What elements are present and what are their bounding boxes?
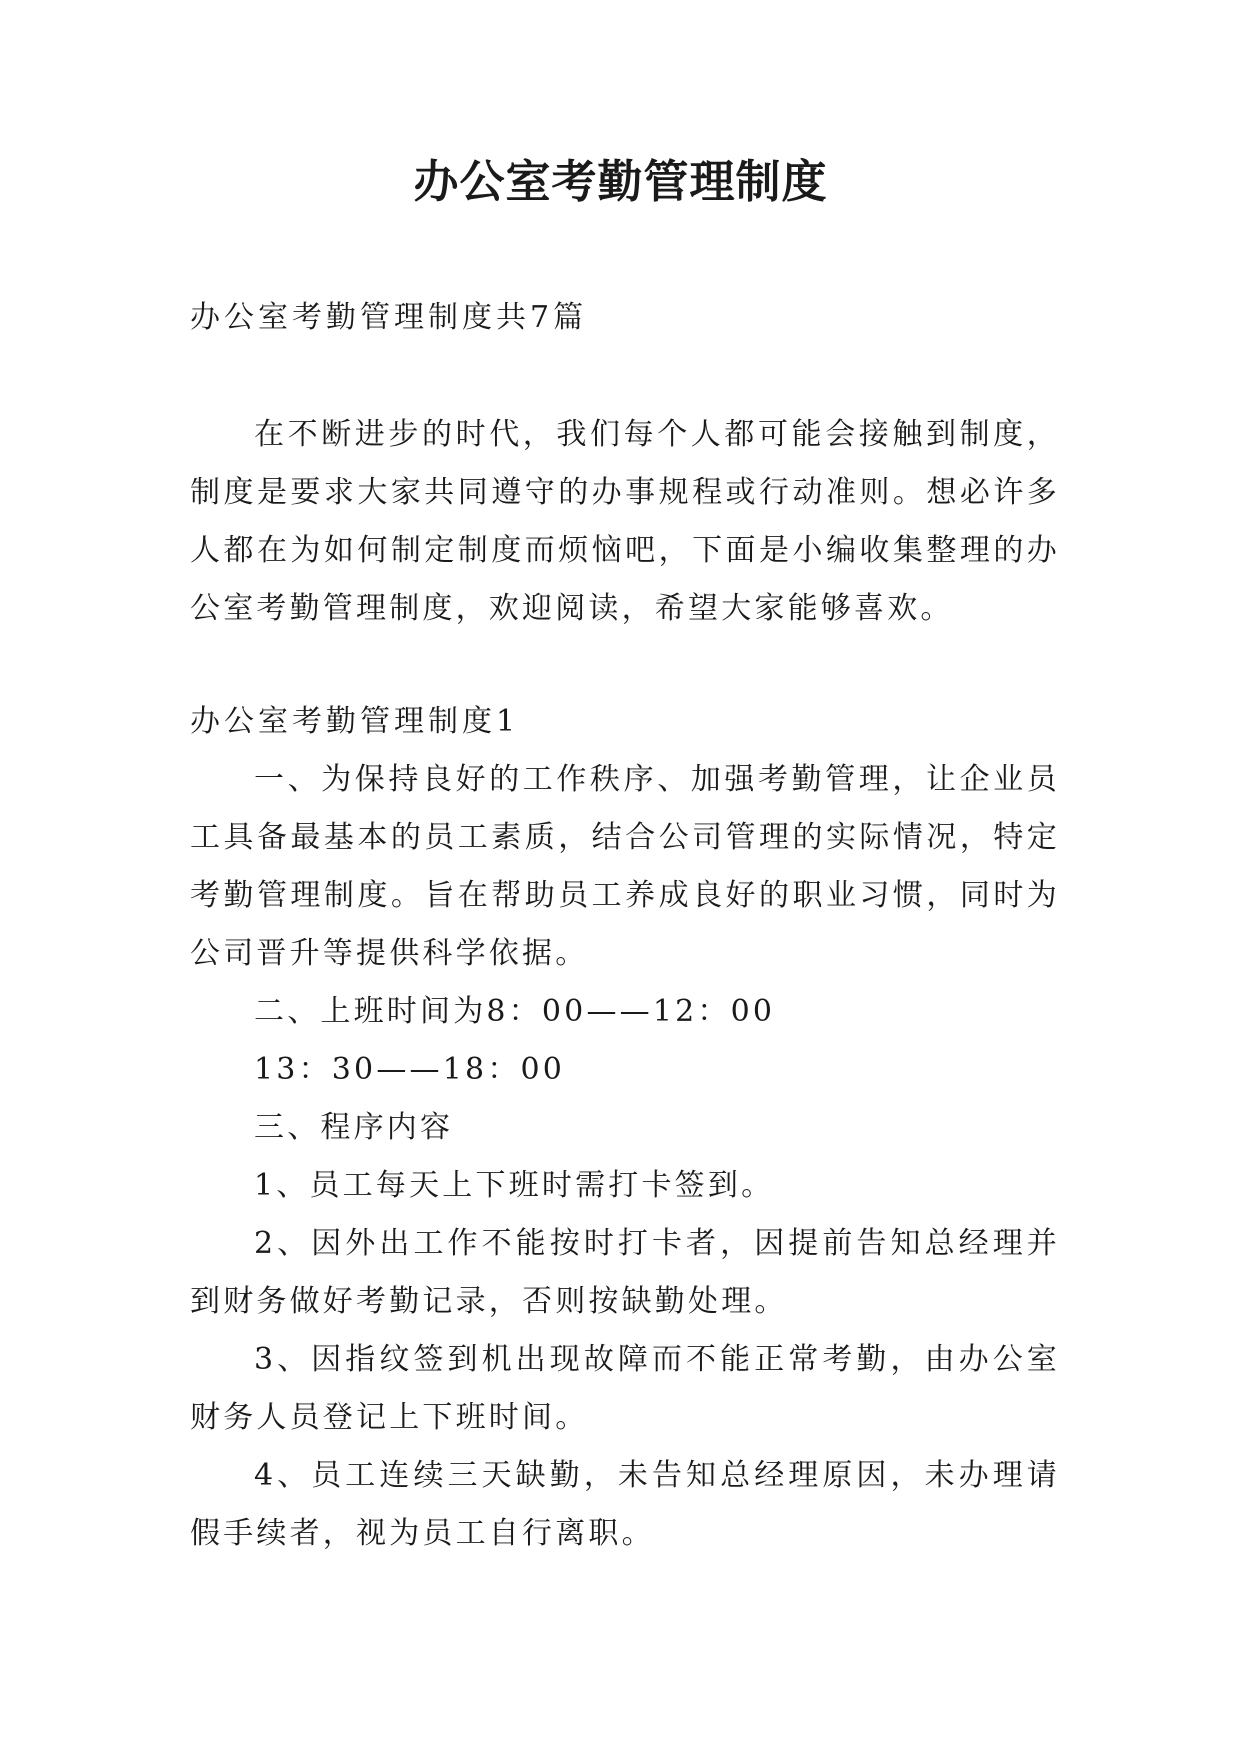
- document-title: 办公室考勤管理制度: [413, 155, 828, 208]
- paragraph-7: 3、因指纹签到机出现故障而不能正常考勤，由办公室财务人员登记上下班时间。: [190, 1342, 1060, 1435]
- paragraph-4: 三、程序内容: [254, 1110, 454, 1145]
- paragraph-1: 一、为保持良好的工作秩序、加强考勤管理，让企业员工具备最基本的员工素质，结合公司管理的实际情况，特定考勤管理制度。旨在帮助员工养成良好的职业习惯，同时为公司晋升等提供科学依据。: [190, 762, 1060, 971]
- paragraph-6: 2、因外出工作不能按时打卡者，因提前告知总经理并到财务做好考勤记录，否则按缺勤处理。: [190, 1226, 1060, 1319]
- section-title: 办公室考勤管理制度1: [190, 704, 520, 739]
- paragraph-5: 1、员工每天上下班时需打卡签到。: [254, 1168, 775, 1203]
- paragraph-2: 二、上班时间为8：00——12：00: [254, 994, 776, 1029]
- document-subtitle: 办公室考勤管理制度共7篇: [190, 300, 588, 335]
- paragraph-8: 4、员工连续三天缺勤，未告知总经理原因，未办理请假手续者，视为员工自行离职。: [190, 1458, 1060, 1551]
- paragraph-3: 13：30——18：00: [254, 1052, 566, 1087]
- intro-paragraph: 在不断进步的时代，我们每个人都可能会接触到制度，制度是要求大家共同遵守的办事规程或行动准则。想必许多人都在为如何制定制度而烦恼吧，下面是小编收集整理的办公室考勤管理制度，欢迎阅读，希望大家能够喜欢。: [190, 417, 1060, 626]
- section-body: [190, 751, 1060, 1563]
